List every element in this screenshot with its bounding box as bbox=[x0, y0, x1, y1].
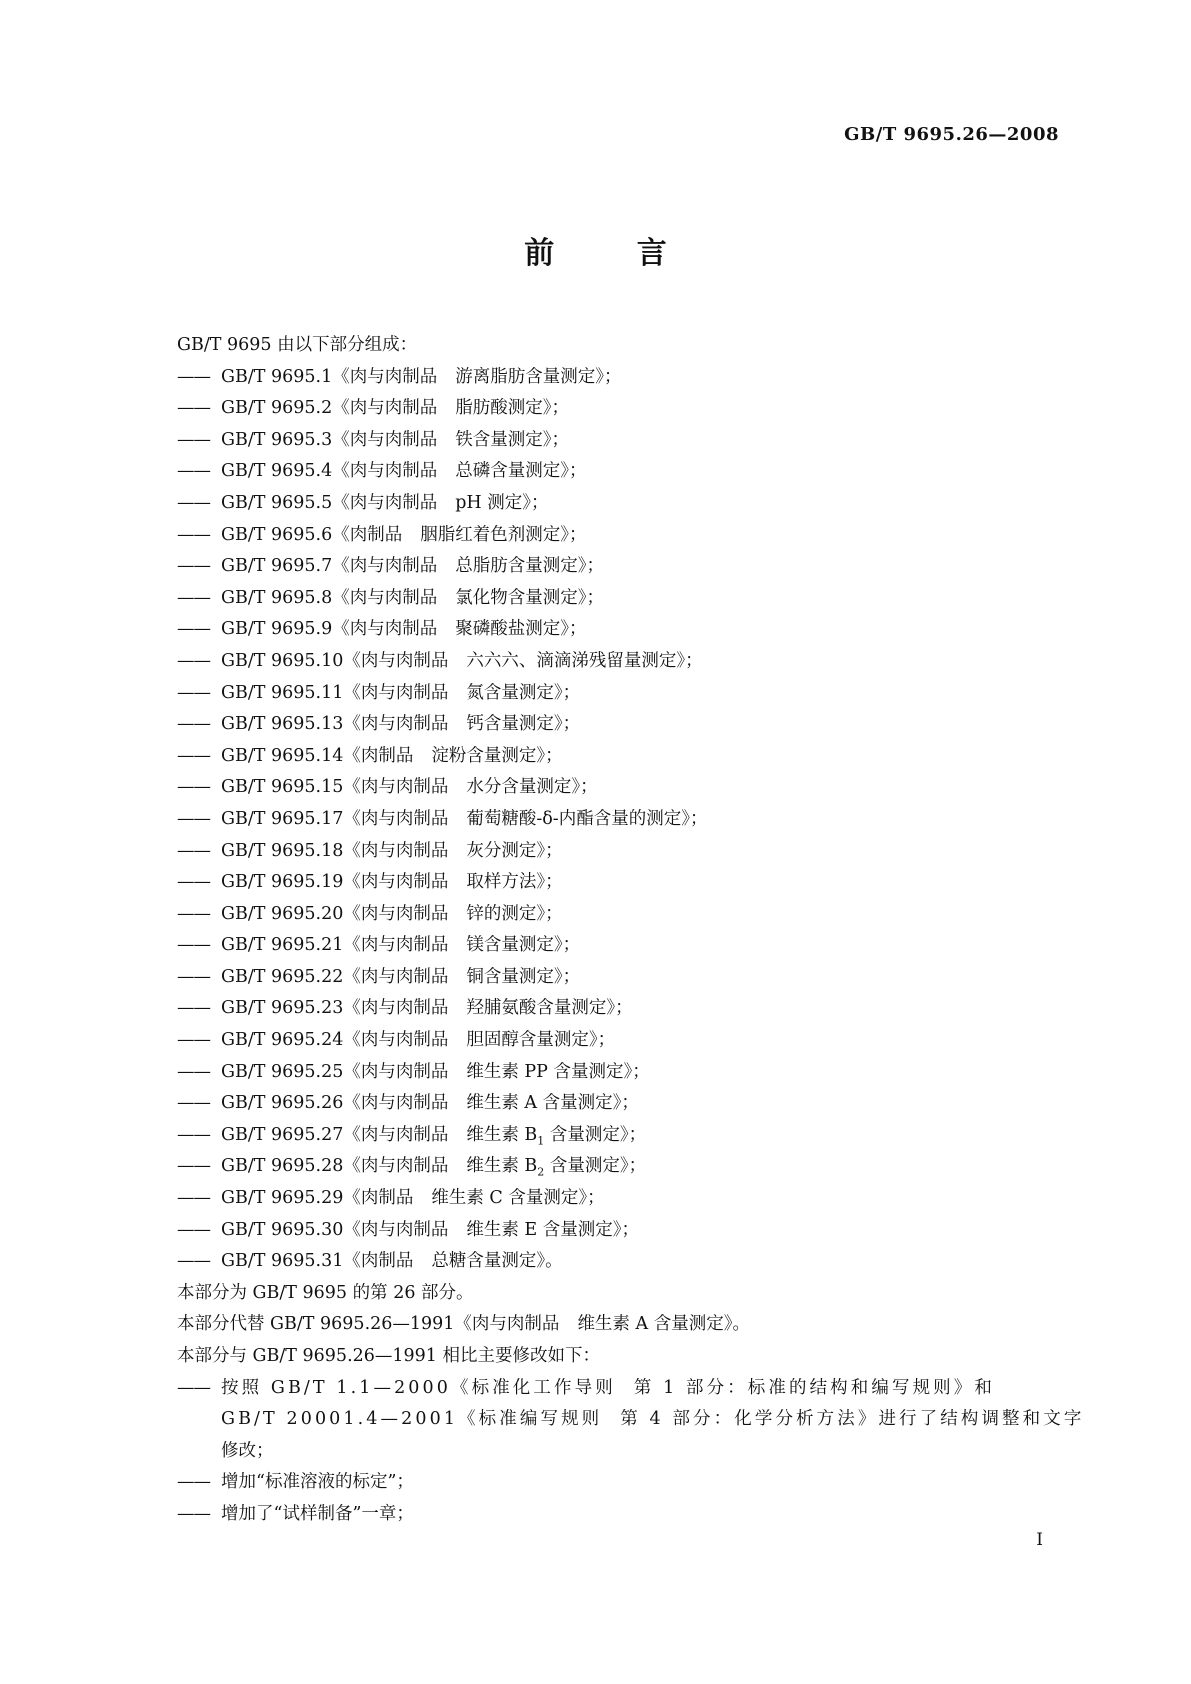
part-group: 《肉与肉制品 bbox=[343, 1061, 449, 1082]
dash-marker: —— bbox=[177, 429, 210, 450]
intro-line: GB/T 9695 由以下部分组成： bbox=[177, 335, 418, 355]
dash-marker: —— bbox=[177, 650, 210, 671]
statement-part-of: 本部分为 GB/T 9695 的第 26 部分。 bbox=[177, 1282, 474, 1303]
part-name: 淀粉含量测定》； bbox=[431, 745, 563, 766]
page-number: I bbox=[1036, 1530, 1043, 1550]
part-list-item bbox=[177, 709, 1057, 741]
change-2-text: 增加“标准溶液的标定”； bbox=[221, 1472, 414, 1493]
part-group: 《肉制品 bbox=[343, 745, 414, 766]
part-list-item bbox=[177, 393, 1057, 425]
dash-marker: —— bbox=[177, 872, 210, 893]
part-code: GB/T 9695.1 bbox=[221, 366, 333, 387]
part-name: 维生素 B bbox=[466, 1124, 538, 1145]
part-list-item bbox=[177, 1120, 1057, 1152]
part-code: GB/T 9695.27 bbox=[221, 1124, 344, 1145]
part-name: 胭脂红着色剂测定》； bbox=[420, 524, 587, 545]
part-group: 《肉制品 bbox=[332, 524, 403, 545]
parts-list bbox=[177, 362, 1057, 1278]
part-code: GB/T 9695.17 bbox=[221, 808, 344, 829]
dash-marker: —— bbox=[177, 1156, 210, 1177]
part-code: GB/T 9695.28 bbox=[221, 1156, 344, 1177]
part-group: 《肉与肉制品 bbox=[343, 872, 449, 893]
part-name: 脂肪酸测定》； bbox=[455, 398, 569, 419]
part-code: GB/T 9695.11 bbox=[221, 682, 344, 703]
part-list-item bbox=[177, 867, 1057, 899]
dash-marker: —— bbox=[177, 1061, 210, 1082]
dash-marker: —— bbox=[177, 745, 210, 766]
part-group: 《肉与肉制品 bbox=[343, 1030, 449, 1051]
part-group: 《肉与肉制品 bbox=[343, 998, 449, 1019]
dash-marker: —— bbox=[177, 1472, 210, 1493]
part-name: 维生素 B bbox=[466, 1156, 538, 1177]
dash-marker: —— bbox=[177, 1377, 210, 1398]
dash-marker: —— bbox=[177, 1503, 210, 1524]
part-code: GB/T 9695.6 bbox=[221, 524, 333, 545]
replaces-head: 本部分代替 GB/T 9695.26—1991《肉与肉制品 bbox=[177, 1314, 560, 1335]
part-code: GB/T 9695.5 bbox=[221, 492, 333, 513]
part-name: 羟脯氨酸含量测定》； bbox=[466, 998, 633, 1019]
part-name: 水分含量测定》； bbox=[466, 777, 598, 798]
part-list-item bbox=[177, 551, 1057, 583]
change-item-1 bbox=[177, 1373, 1085, 1468]
part-list-item bbox=[177, 962, 1057, 994]
dash-marker: —— bbox=[177, 714, 210, 735]
dash-marker: —— bbox=[177, 587, 210, 608]
foreword-body bbox=[177, 330, 1085, 1531]
part-name: 氯化物含量测定》； bbox=[455, 587, 604, 608]
part-list-item bbox=[177, 614, 1057, 646]
part-list-item bbox=[177, 1183, 1057, 1215]
part-list-item bbox=[177, 741, 1057, 773]
part-code: GB/T 9695.29 bbox=[221, 1188, 344, 1209]
part-list-item bbox=[177, 804, 1057, 836]
dash-marker: —— bbox=[177, 840, 210, 861]
part-name: 取样方法》； bbox=[466, 872, 563, 893]
part-group: 《肉与肉制品 bbox=[343, 1093, 449, 1114]
part-name: 葡萄糖酸-δ-内酯含量的测定》； bbox=[466, 808, 708, 829]
part-name: 总磷含量测定》； bbox=[455, 461, 587, 482]
change-item-1-line-1 bbox=[177, 1373, 1057, 1405]
part-group: 《肉与肉制品 bbox=[332, 619, 438, 640]
statement-replaces bbox=[177, 1309, 1057, 1341]
dash-marker: —— bbox=[177, 966, 210, 987]
dash-marker: —— bbox=[177, 366, 210, 387]
part-group: 《肉与肉制品 bbox=[343, 1156, 449, 1177]
change-item-2 bbox=[177, 1467, 1057, 1499]
part-code: GB/T 9695.31 bbox=[221, 1251, 344, 1272]
part-list-item bbox=[177, 1025, 1057, 1057]
part-group: 《肉与肉制品 bbox=[332, 461, 438, 482]
part-group: 《肉与肉制品 bbox=[343, 650, 449, 671]
part-group: 《肉与肉制品 bbox=[332, 556, 438, 577]
part-code: GB/T 9695.22 bbox=[221, 966, 344, 987]
part-name: pH 测定》； bbox=[455, 492, 549, 513]
part-name-tail: 含量测定》； bbox=[544, 1124, 647, 1145]
change-item-1-line-3: 修改； bbox=[221, 1440, 274, 1461]
dash-marker: —— bbox=[177, 682, 210, 703]
part-group: 《肉制品 bbox=[343, 1251, 414, 1272]
part-code: GB/T 9695.30 bbox=[221, 1219, 344, 1240]
part-group: 《肉制品 bbox=[343, 1188, 414, 1209]
part-list-item bbox=[177, 1215, 1057, 1247]
part-name: 灰分测定》； bbox=[466, 840, 563, 861]
part-name: 六六六、滴滴涕残留量测定》； bbox=[466, 650, 703, 671]
change-1-d: 第 4 部分：化学分析方法》进行了结构调整和文字 bbox=[620, 1409, 1085, 1430]
part-list-item bbox=[177, 488, 1057, 520]
part-name: 游离脂肪含量测定》； bbox=[455, 366, 622, 387]
dash-marker: —— bbox=[177, 619, 210, 640]
part-name: 钙含量测定》； bbox=[466, 714, 581, 735]
change-1-c: GB/T 20001.4—2001《标准编写规则 bbox=[221, 1409, 603, 1430]
part-group: 《肉与肉制品 bbox=[332, 587, 438, 608]
part-code: GB/T 9695.18 bbox=[221, 840, 344, 861]
part-group: 《肉与肉制品 bbox=[332, 492, 438, 513]
part-group: 《肉与肉制品 bbox=[332, 366, 438, 387]
part-group: 《肉与肉制品 bbox=[343, 808, 449, 829]
part-code: GB/T 9695.7 bbox=[221, 556, 333, 577]
dash-marker: —— bbox=[177, 903, 210, 924]
part-name: 总脂肪含量测定》； bbox=[455, 556, 604, 577]
dash-marker: —— bbox=[177, 492, 210, 513]
part-code: GB/T 9695.9 bbox=[221, 619, 333, 640]
part-code: GB/T 9695.21 bbox=[221, 935, 344, 956]
replaces-tail: 维生素 A 含量测定》。 bbox=[577, 1314, 750, 1335]
part-code: GB/T 9695.26 bbox=[221, 1093, 344, 1114]
part-name: 维生素 PP 含量测定》； bbox=[466, 1061, 650, 1082]
part-list-item bbox=[177, 425, 1057, 457]
part-group: 《肉与肉制品 bbox=[343, 777, 449, 798]
part-name: 铜含量测定》； bbox=[466, 966, 581, 987]
dash-marker: —— bbox=[177, 998, 210, 1019]
part-group: 《肉与肉制品 bbox=[343, 1124, 449, 1145]
dash-marker: —— bbox=[177, 1093, 210, 1114]
part-name: 氮含量测定》； bbox=[466, 682, 581, 703]
dash-marker: —— bbox=[177, 1219, 210, 1240]
part-name: 锌的测定》； bbox=[466, 903, 563, 924]
part-name: 维生素 C 含量测定》； bbox=[431, 1188, 605, 1209]
part-name: 胆固醇含量测定》； bbox=[466, 1030, 616, 1051]
part-name: 总糖含量测定》。 bbox=[431, 1251, 563, 1272]
part-group: 《肉与肉制品 bbox=[343, 840, 449, 861]
part-list-item bbox=[177, 836, 1057, 868]
part-list-item bbox=[177, 899, 1057, 931]
part-code: GB/T 9695.4 bbox=[221, 461, 333, 482]
dash-marker: —— bbox=[177, 461, 210, 482]
part-list-item bbox=[177, 520, 1057, 552]
dash-marker: —— bbox=[177, 1188, 210, 1209]
dash-marker: —— bbox=[177, 935, 210, 956]
part-group: 《肉与肉制品 bbox=[343, 714, 449, 735]
part-name: 镁含量测定》； bbox=[466, 935, 581, 956]
part-list-item bbox=[177, 1246, 1057, 1278]
dash-marker: —— bbox=[177, 777, 210, 798]
part-code: GB/T 9695.10 bbox=[221, 650, 344, 671]
part-list-item bbox=[177, 930, 1057, 962]
part-code: GB/T 9695.8 bbox=[221, 587, 333, 608]
part-group: 《肉与肉制品 bbox=[343, 1219, 449, 1240]
part-group: 《肉与肉制品 bbox=[343, 682, 449, 703]
part-name: 维生素 A 含量测定》； bbox=[466, 1093, 639, 1114]
part-group: 《肉与肉制品 bbox=[332, 429, 438, 450]
part-list-item bbox=[177, 1151, 1057, 1183]
part-name: 维生素 E 含量测定》； bbox=[466, 1219, 639, 1240]
part-code: GB/T 9695.25 bbox=[221, 1061, 344, 1082]
part-list-item bbox=[177, 1057, 1057, 1089]
change-1-b: 第 1 部分：标准的结构和编写规则》和 bbox=[633, 1377, 995, 1398]
part-group: 《肉与肉制品 bbox=[343, 966, 449, 987]
dash-marker: —— bbox=[177, 524, 210, 545]
part-code: GB/T 9695.2 bbox=[221, 398, 333, 419]
part-name: 聚磷酸盐测定》； bbox=[455, 619, 587, 640]
dash-marker: —— bbox=[177, 808, 210, 829]
dash-marker: —— bbox=[177, 398, 210, 419]
part-name-subscript: 2 bbox=[537, 1165, 545, 1179]
change-3-text: 增加了“试样制备”一章； bbox=[221, 1503, 414, 1524]
standard-code: GB/T 9695.26—2008 bbox=[844, 124, 1059, 145]
part-list-item bbox=[177, 646, 1057, 678]
change-item-1-line-2 bbox=[177, 1404, 1085, 1436]
part-code: GB/T 9695.24 bbox=[221, 1030, 344, 1051]
part-group: 《肉与肉制品 bbox=[343, 903, 449, 924]
part-code: GB/T 9695.23 bbox=[221, 998, 344, 1019]
part-list-item bbox=[177, 456, 1057, 488]
part-code: GB/T 9695.15 bbox=[221, 777, 344, 798]
part-list-item bbox=[177, 772, 1057, 804]
part-code: GB/T 9695.3 bbox=[221, 429, 333, 450]
dash-marker: —— bbox=[177, 556, 210, 577]
part-code: GB/T 9695.19 bbox=[221, 872, 344, 893]
part-name: 铁含量测定》； bbox=[455, 429, 569, 450]
part-group: 《肉与肉制品 bbox=[332, 398, 438, 419]
part-list-item bbox=[177, 993, 1057, 1025]
part-list-item bbox=[177, 678, 1057, 710]
part-code: GB/T 9695.13 bbox=[221, 714, 344, 735]
part-group: 《肉与肉制品 bbox=[343, 935, 449, 956]
part-list-item bbox=[177, 583, 1057, 615]
dash-marker: —— bbox=[177, 1251, 210, 1272]
change-1-a: 按照 GB/T 1.1—2000《标准化工作导则 bbox=[221, 1377, 616, 1398]
part-name-subscript: 1 bbox=[537, 1134, 545, 1148]
statement-changes-intro: 本部分与 GB/T 9695.26—1991 相比主要修改如下： bbox=[177, 1346, 600, 1366]
part-list-item bbox=[177, 362, 1057, 394]
part-list-item bbox=[177, 1088, 1057, 1120]
dash-marker: —— bbox=[177, 1030, 210, 1051]
dash-marker: —— bbox=[177, 1124, 210, 1145]
part-code: GB/T 9695.14 bbox=[221, 745, 344, 766]
part-code: GB/T 9695.20 bbox=[221, 903, 344, 924]
part-name-tail: 含量测定》； bbox=[544, 1156, 647, 1177]
page-title: 前 言 bbox=[524, 236, 703, 271]
change-item-3 bbox=[177, 1499, 1057, 1531]
